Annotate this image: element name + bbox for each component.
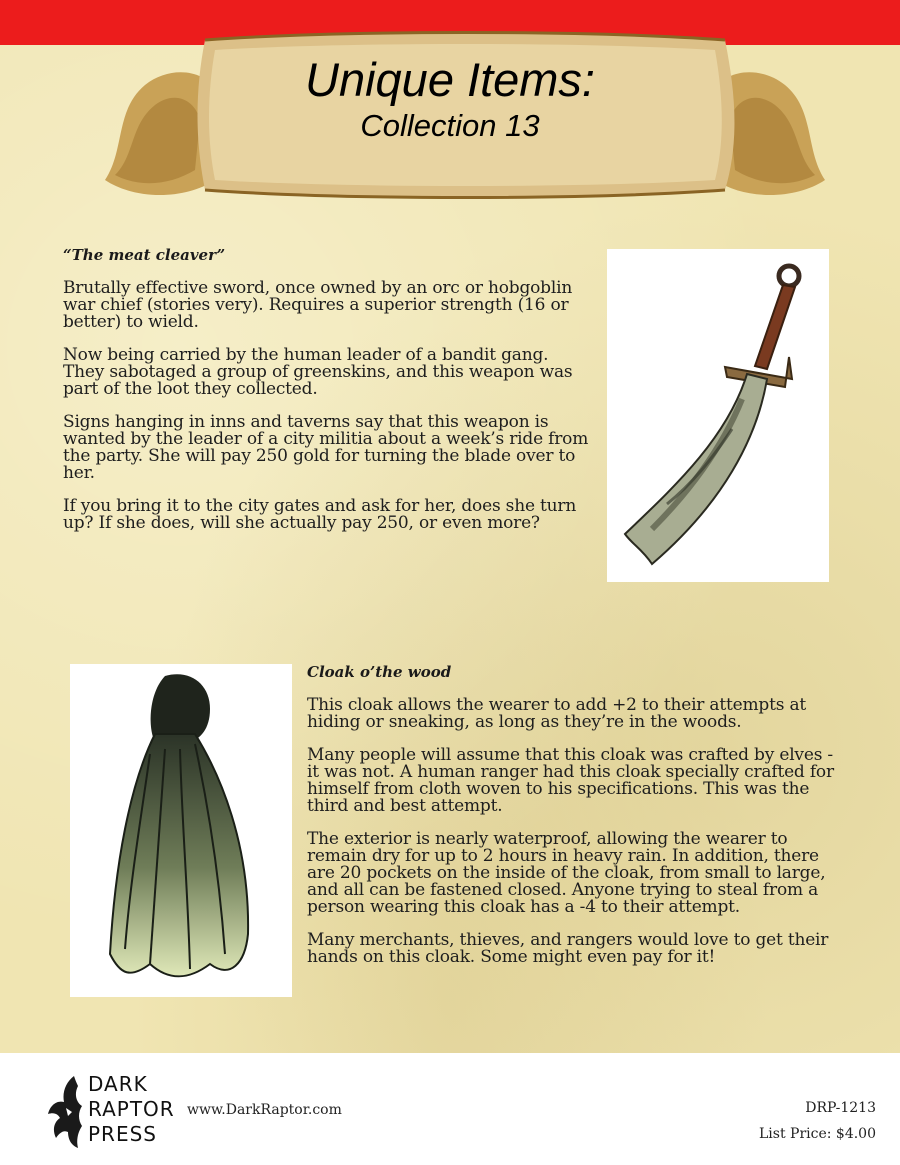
list-price: List Price: $4.00 <box>759 1126 876 1142</box>
item-heading: Cloak o’the wood <box>307 663 452 681</box>
logo-line: RAPTOR <box>88 1097 175 1121</box>
title-block <box>200 52 700 144</box>
item-paragraph: Many merchants, thieves, and rangers would love to get their hands on this cloak. Some might even pay for it! <box>307 930 829 967</box>
sword-image <box>607 249 829 582</box>
page-title: Unique Items: <box>305 53 595 106</box>
item-paragraph: The exterior is nearly waterproof, allowing the wearer to remain dry for up to 2 hours in heavy rain. In addition, there are 20 pockets on the inside of the cloak, from small to large, and all can be fastened closed. Anyone trying to steal from a person wearing this cloak has a -4 to their attempt. <box>307 829 826 917</box>
publisher-logo <box>88 1072 178 1147</box>
item-cloak-o-the-wood <box>307 663 847 982</box>
cloak-illustration-icon <box>70 664 292 997</box>
cloak-image <box>70 664 292 997</box>
website-link[interactable]: www.DarkRaptor.com <box>187 1102 342 1118</box>
product-code: DRP-1213 <box>805 1100 876 1116</box>
item-meat-cleaver <box>63 246 593 548</box>
item-paragraph: Brutally effective sword, once owned by an orc or hobgoblin war chief (stories very). Requires a superior strength (16 or better) to wield. <box>63 278 573 332</box>
item-paragraph: Signs hanging in inns and taverns say that this weapon is wanted by the leader of a city militia about a week’s ride from the party. She will pay 250 gold for turning the blade over to her. <box>63 412 589 483</box>
page-subtitle: Collection 13 <box>360 108 540 143</box>
item-paragraph: If you bring it to the city gates and ask for her, does she turn up? If she does, will she actually pay 250, or even more? <box>63 496 577 533</box>
item-paragraph: This cloak allows the wearer to add +2 to their attempts at hiding or sneaking, as long as they’re in the woods. <box>307 695 807 732</box>
raptor-logo-icon <box>44 1072 88 1150</box>
product-info <box>759 1095 876 1147</box>
item-paragraph: Now being carried by the human leader of a bandit gang. They sabotaged a group of greenskins, and this weapon was part of the loot they collected. <box>63 345 573 399</box>
logo-line: PRESS <box>88 1122 157 1146</box>
logo-line: DARK <box>88 1072 148 1096</box>
sword-illustration-icon <box>607 249 829 582</box>
item-paragraph: Many people will assume that this cloak was crafted by elves - it was not. A human ranger had this cloak specially crafted for himself from cloth woven to his specifications. This was the third and best attempt. <box>307 745 834 816</box>
item-heading: “The meat cleaver” <box>63 246 226 264</box>
